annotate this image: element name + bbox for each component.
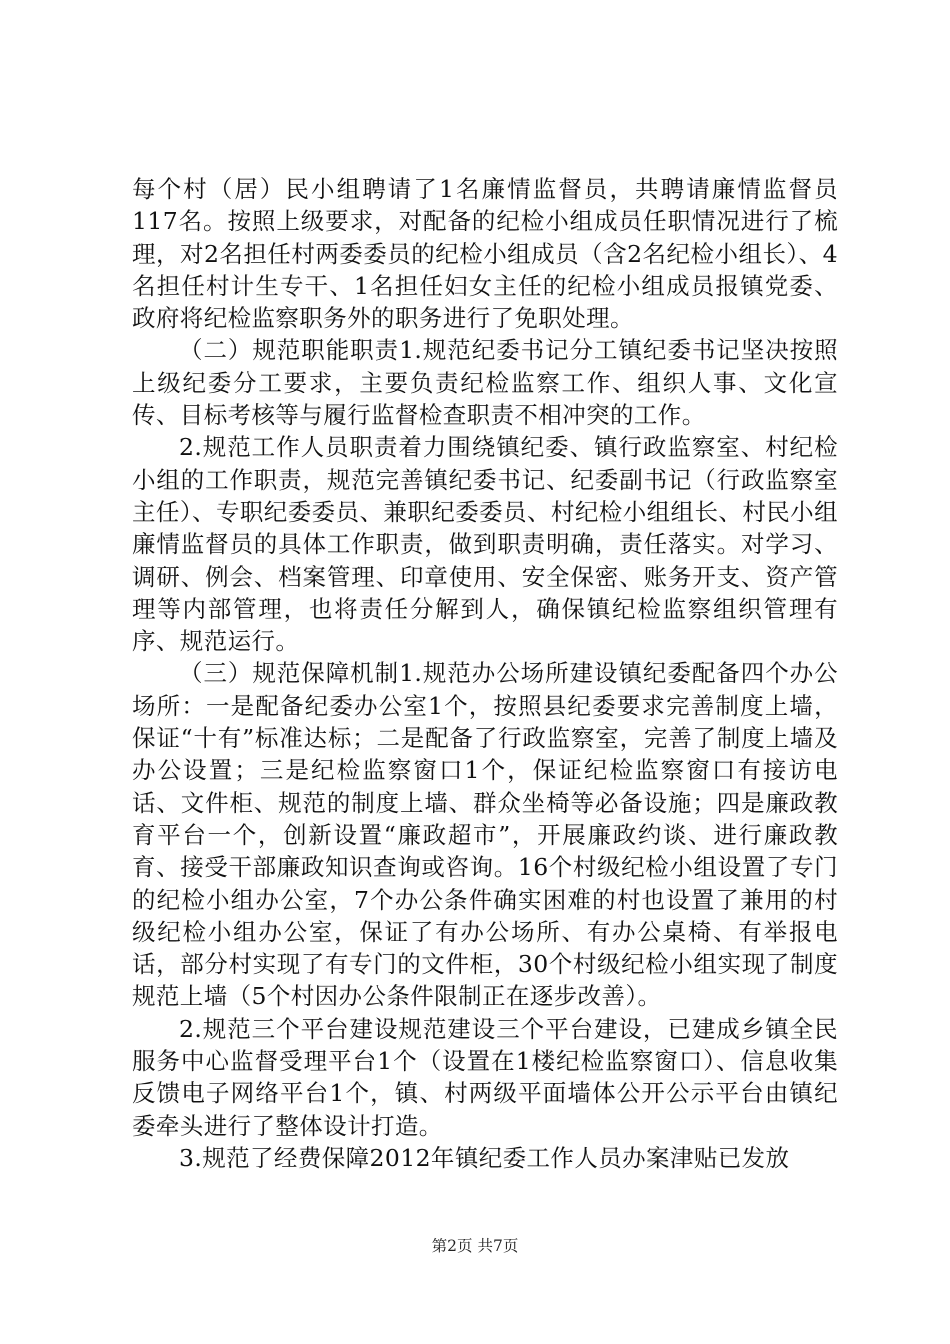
paragraph-1: 每个村（居）民小组聘请了1名廉情监督员，共聘请廉情监督员117名。按照上级要求，对配备的纪检小组成员任职情况进行了梳理，对2名担任村两委委员的纪检小组成员（含2名纪检小组长）、4名担任村计生专干、1名担任妇女主任的纪检小组成员报镇党委、政府将纪检监察职务外的职务进行了免职处理。: [132, 175, 838, 333]
page-footer: 第2页 共7页: [431, 1237, 519, 1255]
paragraph-4: （三）规范保障机制1.规范办公场所建设镇纪委配备四个办公场所：一是配备纪委办公室1个，按照县纪委要求完善制度上墙，保证“十有”标准达标；二是配备了行政监察室，完善了制度上墙及办公设置；三是纪检监察窗口1个，保证纪检监察窗口有接访电话、文件柜、规范的制度上墙、群众坐椅等必备设施；四是廉政教育平台一个，创新设置“廉政超市”，开展廉政约谈、进行廉政教育、接受干部廉政知识查询或咨询。16个村级纪检小组设置了专门的纪检小组办公室，7个办公条件确实困难的村也设置了兼用的村级纪检小组办公室，保证了有办公场所、有办公桌椅、有举报电话，部分村实现了有专门的文件柜，30个村级纪检小组实现了制度规范上墙（5个村因办公条件限制正在逐步改善）。: [132, 659, 838, 1011]
paragraph-3: 2.规范工作人员职责着力围绕镇纪委、镇行政监察室、村纪检小组的工作职责，规范完善镇纪委书记、纪委副书记（行政监察室主任）、专职纪委委员、兼职纪委委员、村纪检小组组长、村民小组廉情监督员的具体工作职责，做到职责明确，责任落实。对学习、调研、例会、档案管理、印章使用、安全保密、账务开支、资产管理等内部管理，也将责任分解到人，确保镇纪检监察组织管理有序、规范运行。: [132, 433, 838, 656]
document-body: [132, 173, 838, 1174]
paragraph-5: 2.规范三个平台建设规范建设三个平台建设，已建成乡镇全民服务中心监督受理平台1个（设置在1楼纪检监察窗口）、信息收集反馈电子网络平台1个，镇、村两级平面墙体公开公示平台由镇纪委牵头进行了整体设计打造。: [132, 1014, 838, 1140]
paragraph-2: （二）规范职能职责1.规范纪委书记分工镇纪委书记坚决按照上级纪委分工要求，主要负责纪检监察工作、组织人事、文化宣传、目标考核等与履行监督检查职责不相冲突的工作。: [132, 336, 838, 430]
paragraph-6: 3.规范了经费保障2012年镇纪委工作人员办案津贴已发放: [179, 1143, 790, 1172]
